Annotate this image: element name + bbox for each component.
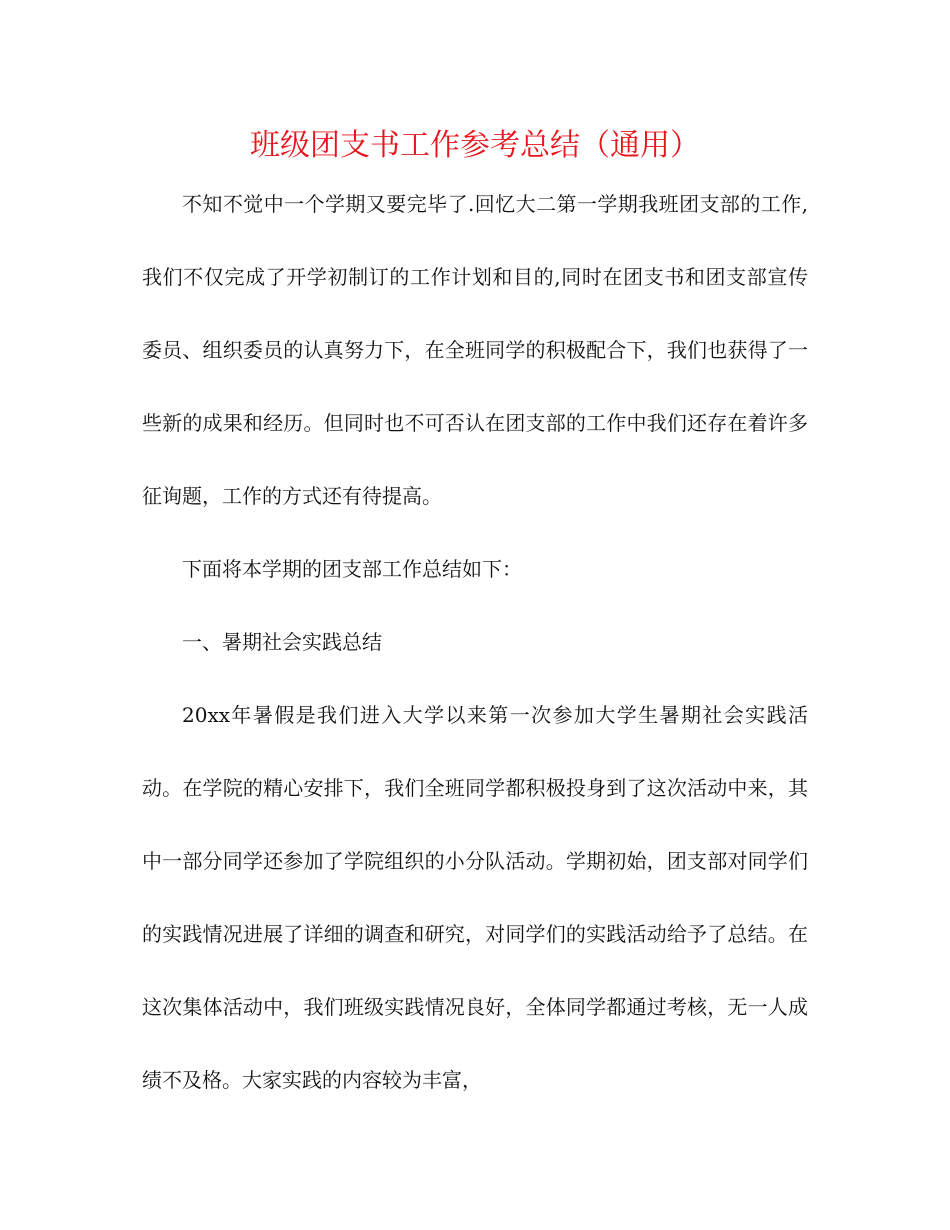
section-heading-summer-practice: 一、暑期社会实践总结 — [182, 630, 382, 654]
paragraph-summer-practice: 20xx年暑假是我们进入大学以来第一次参加大学生暑期社会实践活动。在学院的精心安排下，我们全班同学都积极投身到了这次活动中来，其中一部分同学还参加了学院组织的小分队活动。学期初始，团支部对同学们的实践情况进展了详细的调查和研究，对同学们的实践活动给予了总结。在这次集体活动中，我们班级实践情况良好，全体同学都通过考核，无一人成绩不及格。大家实践的内容较为丰富， — [142, 703, 808, 1092]
document-body — [142, 168, 808, 1117]
document-title: 班级团支书工作参考总结（通用） — [250, 128, 700, 163]
paragraph-summary-lead: 下面将本学期的团支部工作总结如下： — [182, 557, 522, 581]
paragraph-intro: 不知不觉中一个学期又要完毕了.回忆大二第一学期我班团支部的工作,我们不仅完成了开学初制订的工作计划和目的,同时在团支书和团支部宣传委员、组织委员的认真努力下，在全班同学的积极配合下，我们也获得了一些新的成果和经历。但同时也不可否认在团支部的工作中我们还存在着许多征询题，工作的方式还有待提高。 — [142, 192, 808, 508]
